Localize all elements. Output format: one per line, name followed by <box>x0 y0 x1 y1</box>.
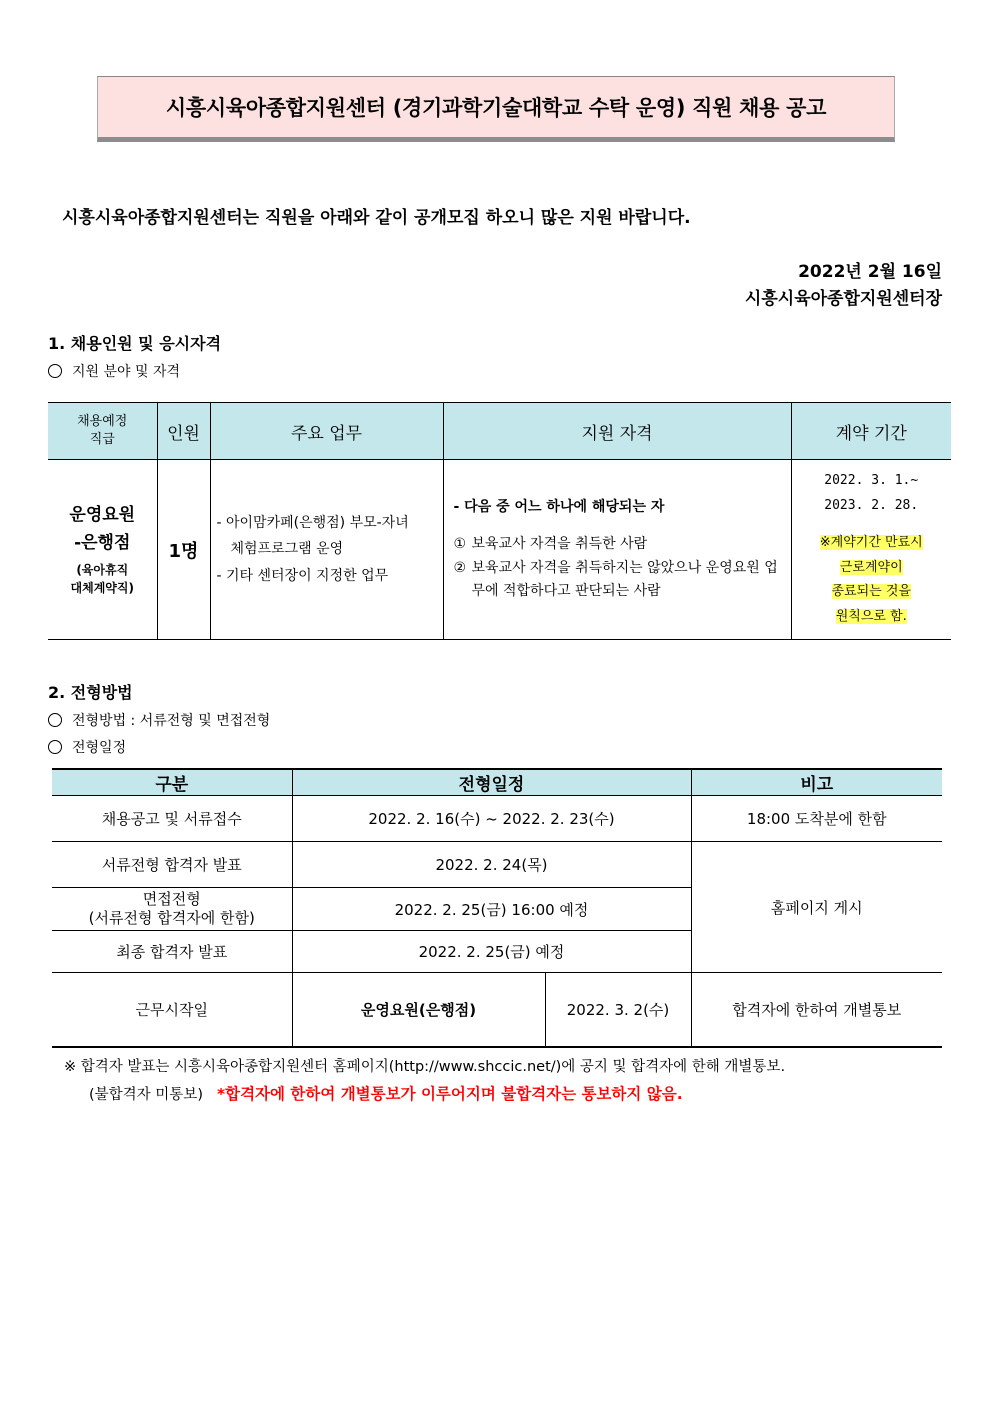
duty-item-cont: 체험프로그램 운영 <box>230 541 344 558</box>
header-count: 인원 <box>157 403 210 460</box>
cell-position <box>48 460 157 640</box>
table-row <box>48 460 951 640</box>
qualification-text: 보육교사 자격을 취득하지는 않았으나 운영요원 업무에 적합하다고 판단되는 사람 <box>471 559 778 599</box>
duty-item: - 아이맘카페(은행점) 부모-자녀 <box>216 514 409 531</box>
section1-bullet-text: 지원 분야 및 자격 <box>72 364 181 380</box>
circle-bullet-icon <box>48 364 62 378</box>
cell-schedule: 2022. 2. 25(금) 16:00 예정 <box>292 888 691 931</box>
section2-bullet1-text: 전형방법 : 서류전형 및 면접전형 <box>72 713 271 729</box>
position-name: 운영요원 <box>69 505 136 526</box>
section1-bullet <box>48 361 180 381</box>
header-duties: 주요 업무 <box>210 403 443 460</box>
note-line2-text: (불합격자 미통보) <box>89 1087 203 1103</box>
header-position-line1: 채용예정 <box>77 413 128 429</box>
position-note2: 대체계약직) <box>70 580 134 595</box>
cell-category <box>52 888 292 931</box>
table-row <box>52 842 942 888</box>
cell-schedule: 2022. 2. 25(금) 예정 <box>292 931 691 973</box>
period-note <box>796 531 948 630</box>
section2-title: 2. 전형방법 <box>48 683 133 702</box>
intro-text: 시흥시육아종합지원센터는 직원을 아래와 같이 공개모집 하오니 많은 지원 바랍니다. <box>62 208 691 228</box>
header-period: 계약 기간 <box>791 403 951 460</box>
document-title <box>97 76 895 142</box>
note-line2 <box>89 1082 683 1104</box>
announcement-date: 2022년 2월 16일 <box>798 262 942 282</box>
cell-remark: 홈페이지 게시 <box>691 842 942 973</box>
period-end: 2023. 2. 28. <box>824 498 919 514</box>
period-start: 2022. 3. 1.~ <box>824 473 919 489</box>
qualification-item <box>454 533 783 556</box>
table-row <box>52 796 942 842</box>
header-remark: 비고 <box>691 769 942 796</box>
qualification-item <box>454 557 783 603</box>
table-row <box>52 973 942 1047</box>
cell-schedule: 2022. 2. 16(수) ~ 2022. 2. 23(수) <box>292 796 691 842</box>
schedule-table <box>52 768 942 1048</box>
signer: 시흥시육아종합지원센터장 <box>744 289 942 309</box>
qualification-num: ② <box>453 559 467 576</box>
period-note-line: 원칙으로 함. <box>835 608 907 624</box>
table-header-row <box>48 403 951 460</box>
header-schedule: 전형일정 <box>292 769 691 796</box>
position-note1: (육아휴직 <box>76 562 129 577</box>
category-line: (서류전형 합격자에 한함) <box>88 909 255 927</box>
header-position <box>48 403 157 460</box>
cell-category: 서류전형 합격자 발표 <box>52 842 292 888</box>
section1-title: 1. 채용인원 및 응시자격 <box>48 334 222 353</box>
period-note-line: 근로계약이 <box>839 559 903 575</box>
cell-category: 최종 합격자 발표 <box>52 931 292 973</box>
cell-duties <box>210 460 443 640</box>
header-category: 구분 <box>52 769 292 796</box>
recruitment-table <box>48 402 951 640</box>
cell-qualification <box>443 460 791 640</box>
category-line: 면접전형 <box>142 890 201 909</box>
cell-schedule: 2022. 2. 24(목) <box>292 842 691 888</box>
cell-schedule-date: 2022. 3. 2(수) <box>545 973 691 1047</box>
position-branch: -은행점 <box>74 532 131 553</box>
note-red-text: *합격자에 한하여 개별통보가 이루어지며 불합격자는 통보하지 않음. <box>216 1085 683 1103</box>
period-note-line: 종료되는 것을 <box>831 584 911 600</box>
cell-schedule: 운영요원(은행점) <box>292 973 545 1047</box>
cell-category: 채용공고 및 서류접수 <box>52 796 292 842</box>
cell-count: 1명 <box>157 460 210 640</box>
section2-bullet2-text: 전형일정 <box>72 740 127 756</box>
duty-item: - 기타 센터장이 지정한 업무 <box>216 567 389 584</box>
cell-category: 근무시작일 <box>52 973 292 1047</box>
cell-remark: 합격자에 한하여 개별통보 <box>691 973 942 1047</box>
period-note-line: ※계약기간 만료시 <box>819 534 923 550</box>
note-line1: ※ 합격자 발표는 시흥시육아종합지원센터 홈페이지(http://www.shccic.net/)에 공지 및 합격자에 한해 개별통보. <box>64 1059 786 1075</box>
header-position-line2: 직급 <box>89 432 115 447</box>
table-header-row <box>52 769 942 796</box>
circle-bullet-icon <box>48 740 62 754</box>
cell-remark: 18:00 도착분에 한함 <box>691 796 942 842</box>
circle-bullet-icon <box>48 713 62 727</box>
qualification-head: - 다음 중 어느 하나에 해당되는 자 <box>453 499 665 516</box>
qualification-text: 보육교사 자격을 취득한 사람 <box>471 536 648 553</box>
section2-bullet1 <box>48 710 270 730</box>
section2-bullet2 <box>48 737 126 757</box>
title-text: 시흥시육아종합지원센터 (경기과학기술대학교 수탁 운영) 직원 채용 공고 <box>165 96 827 120</box>
header-qualification: 지원 자격 <box>443 403 791 460</box>
qualification-num: ① <box>453 536 467 553</box>
cell-period <box>791 460 951 640</box>
